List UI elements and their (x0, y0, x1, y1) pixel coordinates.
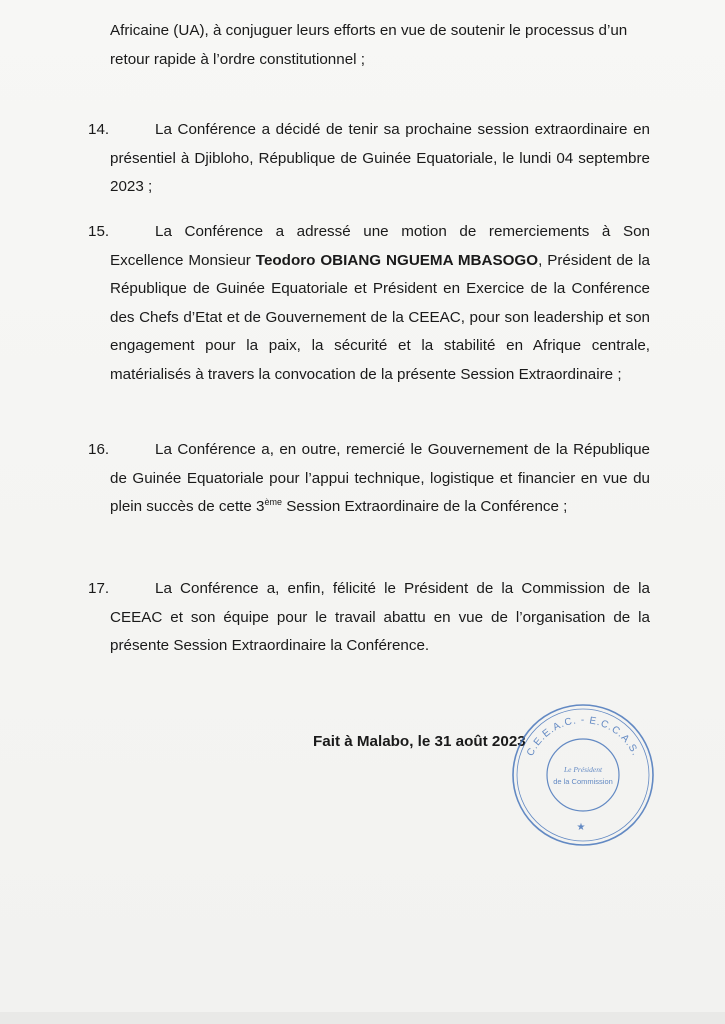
paragraph-number: 17. (88, 580, 110, 597)
page-bottom-edge (0, 1012, 725, 1024)
ordinal-superscript: ème (264, 497, 283, 507)
star-icon: ★ (576, 822, 586, 833)
paragraph-text: La Conférence a, enfin, félicité le Président de la Commission de la CEEAC et son équipe pour le travail abattu en vue de l’organisation de la présente Session Extraordinaire la Conférence. (110, 580, 650, 654)
paragraph-17 (88, 575, 650, 661)
paragraph-text-after: , Président de la République de Guinée Equatoriale et Président en Exercice de la Conférence des Chefs d’Etat et de Gouvernement de la CEEAC, pour son leadership et son engagement pour la paix, la sécurité et la stabilité en Afrique centrale, matérialisés à travers la convocation de la présente Session Extraordinaire ; (110, 251, 650, 383)
paragraph-number: 16. (88, 441, 110, 458)
paragraph-text-before: La Conférence a adressé une motion de remerciements à Son Excellence Monsieur (110, 223, 650, 269)
paragraph-text-before: La Conférence a, en outre, remercié le Gouvernement de la République de Guinée Equatoriale pour l’appui technique, logistique et financier en vue du plein succès de cette 3 (110, 441, 650, 515)
honoree-name: Teodoro OBIANG NGUEMA MBASOGO (255, 251, 539, 269)
paragraph-16 (88, 436, 650, 522)
intro-line-1: Africaine (UA), à conjuguer leurs efforts en vue de soutenir le processus d’un (110, 22, 628, 39)
paragraph-intro-continuation (110, 17, 650, 74)
stamp-arc-text: C.E.E.A.C. - E.C.C.A.S. (525, 715, 641, 758)
svg-text:C.E.E.A.C. - E.C.C.A.S. (525, 715, 641, 758)
paragraph-text-after: Session Extraordinaire de la Conférence ; (282, 498, 568, 515)
paragraph-text: La Conférence a décidé de tenir sa prochaine session extraordinaire en présentiel à Djibloho, République de Guinée Equatoriale, le lundi 04 septembre 2023 ; (110, 121, 650, 195)
paragraph-number: 15. (88, 223, 110, 240)
stamp-center-line-2: de la Commission (553, 777, 613, 786)
paragraph-number: 14. (88, 121, 110, 138)
official-stamp-icon (508, 700, 658, 850)
paragraph-15 (88, 218, 650, 389)
place-and-date: Fait à Malabo, le 31 août 2023 (313, 733, 526, 750)
stamp-center-line-1: Le Président (563, 765, 603, 774)
paragraph-14 (88, 116, 650, 202)
intro-line-2: retour rapide à l’ordre constitutionnel ; (110, 50, 365, 68)
